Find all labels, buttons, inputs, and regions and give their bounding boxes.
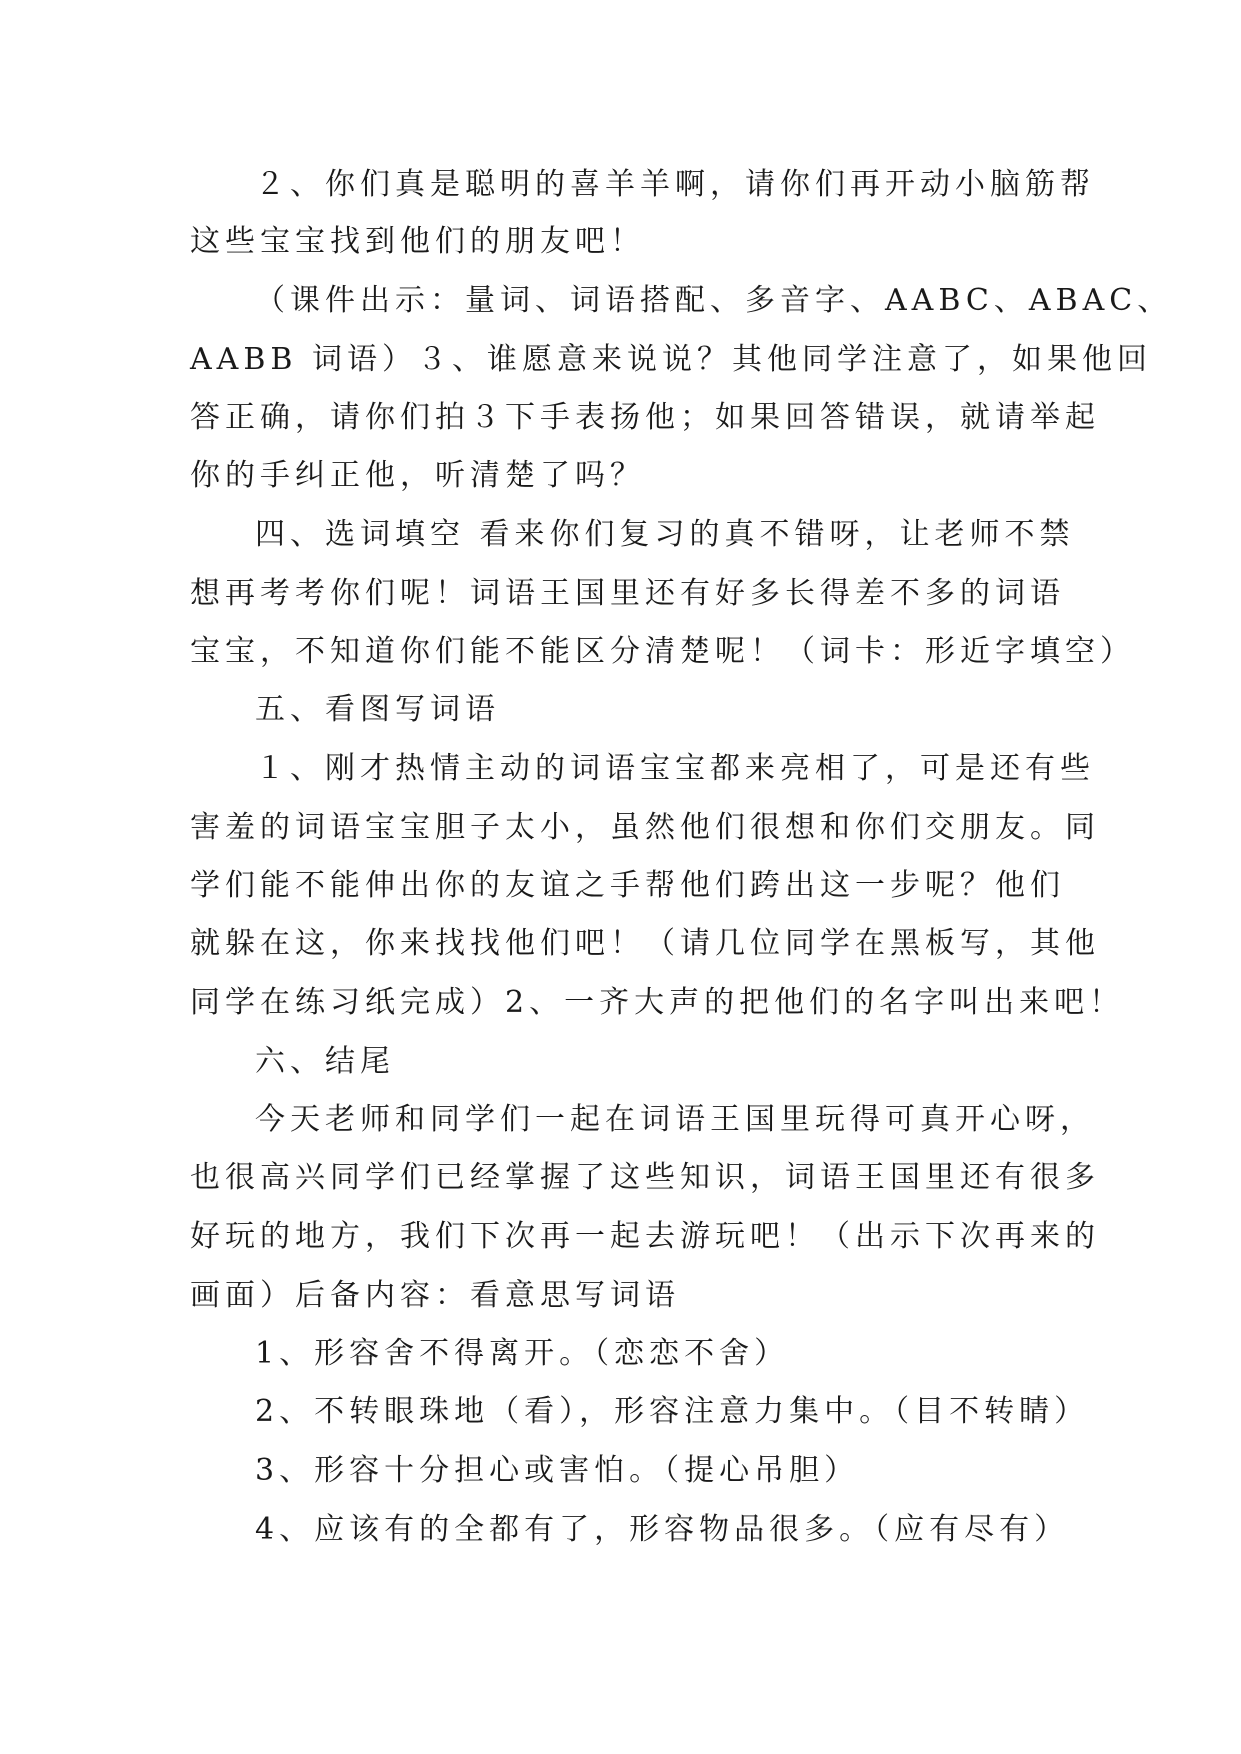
list-item: 2、不转眼珠地（看），形容注意力集中。（目不转睛） [255, 1394, 1090, 1429]
text-line: 今天老师和同学们一起在词语王国里玩得可真开心呀， [255, 1102, 1095, 1137]
text-line: AABB 词语）３、谁愿意来说说？其他同学注意了，如果他回 [190, 342, 1152, 377]
text-line: 想再考考你们呢！词语王国里还有好多长得差不多的词语 [190, 576, 1065, 611]
text-line: 宝宝，不知道你们能不能区分清楚呢！（词卡：形近字填空） [190, 634, 1135, 669]
list-item: 4、应该有的全都有了，形容物品很多。（应有尽有） [255, 1512, 1070, 1547]
text-line: 同学在练习纸完成）2、一齐大声的把他们的名字叫出来吧！ [190, 985, 1125, 1020]
text-line: 答正确，请你们拍３下手表扬他；如果回答错误，就请举起 [190, 400, 1100, 435]
text-line: 画面）后备内容：看意思写词语 [190, 1278, 680, 1313]
list-item: 3、形容十分担心或害怕。（提心吊胆） [255, 1453, 860, 1488]
text-line: 四、选词填空 看来你们复习的真不错呀，让老师不禁 [255, 517, 1075, 552]
text-line: 这些宝宝找到他们的朋友吧！ [190, 224, 645, 259]
text-line: 也很高兴同学们已经掌握了这些知识，词语王国里还有很多 [190, 1160, 1100, 1195]
text-line: ２、你们真是聪明的喜羊羊啊，请你们再开动小脑筋帮 [255, 167, 1095, 202]
text-line: 害羞的词语宝宝胆子太小，虽然他们很想和你们交朋友。同 [190, 810, 1100, 845]
section-heading: 六、结尾 [255, 1044, 395, 1079]
text-line: （课件出示：量词、词语搭配、多音字、AABC、ABAC、 [255, 283, 1173, 318]
section-heading: 五、看图写词语 [255, 692, 500, 727]
text-line: 好玩的地方，我们下次再一起去游玩吧！（出示下次再来的 [190, 1219, 1100, 1254]
text-line: 就躲在这，你来找找他们吧！（请几位同学在黑板写，其他 [190, 926, 1100, 961]
text-line: １、刚才热情主动的词语宝宝都来亮相了，可是还有些 [255, 751, 1095, 786]
list-item: 1、形容舍不得离开。（恋恋不舍） [255, 1336, 790, 1371]
text-line: 学们能不能伸出你的友谊之手帮他们跨出这一步呢？他们 [190, 868, 1065, 903]
text-line: 你的手纠正他，听清楚了吗？ [190, 458, 645, 493]
